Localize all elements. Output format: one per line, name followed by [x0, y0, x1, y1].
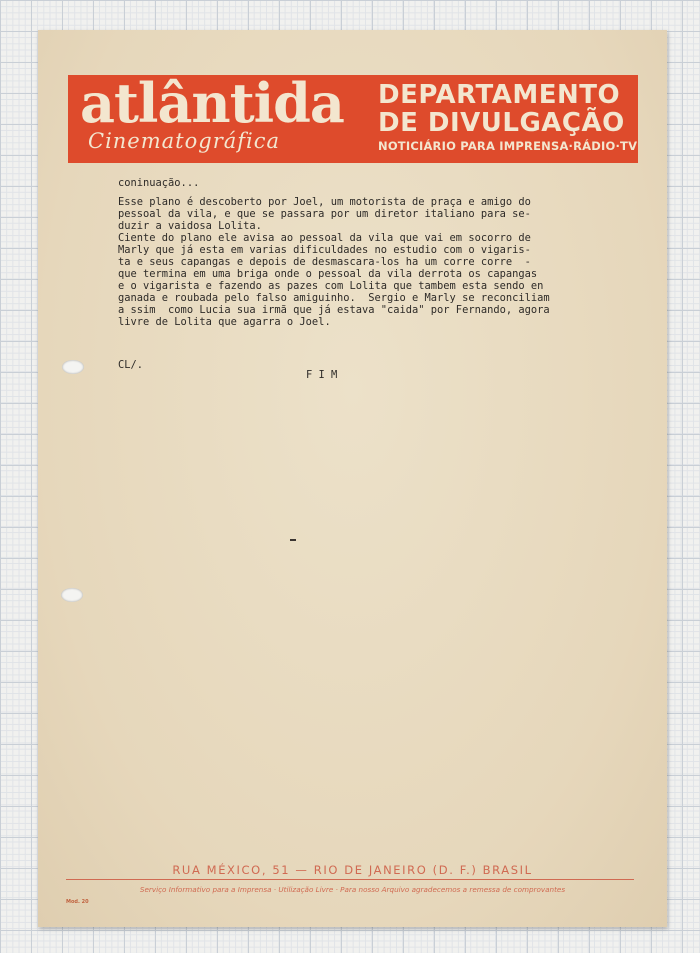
punch-hole-top: [62, 360, 84, 374]
letter-page: [38, 30, 667, 927]
body-line: ta e seus capangas e depois de desmascara-los ha um corre corre -: [118, 256, 531, 268]
body-line: que termina em uma briga onde o pessoal da vila derrota os capangas: [118, 268, 538, 280]
department-title-line2: DE DIVULGAÇÃO: [378, 108, 625, 138]
body-line: ganada e roubada pelo falso amiguinho. Sergio e Marly se reconciliam: [118, 292, 550, 304]
body-line: livre de Lolita que agarra o Joel.: [118, 316, 331, 328]
body-line: duzir a vaidosa Lolita.: [118, 220, 262, 232]
end-mark: F I M: [306, 369, 338, 381]
body-line: Ciente do plano ele avisa ao pessoal da vila que vai em socorro de: [118, 232, 531, 244]
typewriter-mark: [290, 539, 296, 541]
department-subtitle: NOTICIÁRIO PARA IMPRENSA·RÁDIO·TV: [378, 139, 638, 153]
punch-hole-bottom: [61, 588, 83, 602]
footer-address: RUA MÉXICO, 51 — RIO DE JANEIRO (D. F.) BRASIL: [172, 863, 533, 877]
form-code: Mod. 20: [66, 899, 89, 905]
letterhead-banner: [68, 71, 638, 163]
department-title-line1: DEPARTAMENTO: [378, 80, 621, 110]
company-logo-subtitle: Cinematográfica: [88, 129, 281, 153]
body-line: a ssim como Lucia sua irmã que já estava "caida" por Fernando, agora: [118, 304, 550, 316]
footer-note: Serviço Informativo para a Imprensa · Utilização Livre · Para nosso Arquivo agradecemos a remessa de comprovantes: [139, 885, 566, 894]
body-line: Marly que já esta em varias dificuldades no estudio com o vigaris-: [118, 244, 531, 256]
footer-divider: [66, 879, 634, 880]
body-line: e o vigarista e fazendo as pazes com Lolita que tambem esta sendo en: [118, 280, 544, 292]
continuation-heading: coninuação...: [118, 177, 200, 189]
company-logo: atlântida: [80, 71, 344, 135]
typist-initials: CL/.: [118, 359, 144, 371]
body-line: pessoal da vila, e que se passara por um diretor italiano para se-: [118, 208, 531, 220]
body-line: Esse plano é descoberto por Joel, um motorista de praça e amigo do: [118, 196, 531, 208]
